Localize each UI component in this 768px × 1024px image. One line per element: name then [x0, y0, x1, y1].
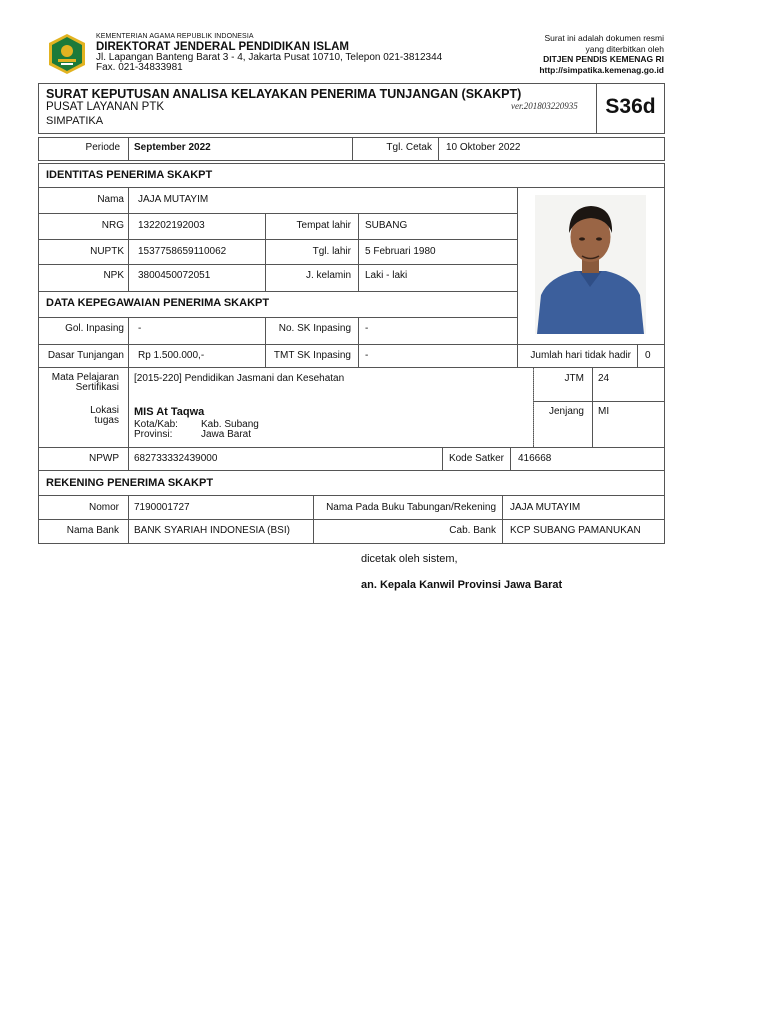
- gol-inpasing-value: -: [138, 323, 142, 334]
- nuptk-label: NUPTK: [90, 246, 124, 257]
- lokasi-tugas-label-line2: tugas: [94, 415, 119, 426]
- nama-bank-value: BANK SYARIAH INDONESIA (BSI): [134, 525, 290, 536]
- nama-value: JAJA MUTAYIM: [138, 194, 209, 205]
- mata-pelajaran-value: [2015-220] Pendidikan Jasmani dan Kesehatan: [134, 373, 345, 384]
- tgl-lahir-label: Tgl. lahir: [312, 246, 351, 257]
- dasar-tunjangan-label: Dasar Tunjangan: [47, 350, 124, 361]
- document-subtitle: PUSAT LAYANAN PTK: [46, 101, 165, 113]
- mata-pelajaran-label-line2: Sertifikasi: [75, 382, 119, 393]
- jumlah-hari-tidak-hadir-label: Jumlah hari tidak hadir: [530, 350, 631, 361]
- tgl-cetak-value: 10 Oktober 2022: [446, 142, 521, 153]
- npwp-value: 682733332439000: [134, 453, 218, 464]
- jtm-value: 24: [598, 373, 610, 384]
- dasar-tunjangan-value: Rp 1.500.000,-: [138, 350, 205, 361]
- tmt-sk-inpasing-value: -: [365, 350, 369, 361]
- identity-section-title: IDENTITAS PENERIMA SKAKPT: [46, 169, 213, 181]
- bank-section-title: REKENING PENERIMA SKAKPT: [46, 477, 214, 489]
- nrg-label: NRG: [101, 220, 124, 231]
- nama-label: Nama: [97, 194, 124, 205]
- lokasi-tugas-name: MIS At Taqwa: [134, 406, 205, 418]
- document-system: SIMPATIKA: [46, 115, 104, 127]
- jenjang-value: MI: [598, 406, 610, 417]
- lokasi-tugas-label-line1: Lokasi: [90, 405, 119, 416]
- jkelamin-value: Laki - laki: [365, 270, 408, 281]
- kode-satker-value: 416668: [518, 453, 552, 464]
- recipient-photo: [535, 195, 646, 334]
- jtm-label: JTM: [564, 373, 584, 384]
- periode-value: September 2022: [134, 142, 211, 153]
- ministry-name: KEMENTERIAN AGAMA REPUBLIK INDONESIA: [96, 33, 254, 40]
- office-fax: Fax. 021-34833981: [96, 62, 183, 73]
- gol-inpasing-label: Gol. Inpasing: [65, 323, 124, 334]
- lokasi-tugas-label: [40, 406, 119, 426]
- tempat-lahir-value: SUBANG: [365, 220, 408, 231]
- tempat-lahir-label: Tempat lahir: [296, 220, 351, 231]
- kota-label: Kota/Kab:: [134, 419, 178, 430]
- jumlah-hari-tidak-hadir-value: 0: [645, 350, 651, 361]
- npwp-label: NPWP: [89, 453, 119, 464]
- periode-label: Periode: [85, 142, 120, 153]
- signer-title: an. Kepala Kanwil Provinsi Jawa Barat: [361, 579, 563, 591]
- nomor-rekening-value: 7190001727: [134, 502, 190, 513]
- document-version: ver.201803220935: [511, 101, 578, 111]
- npk-label: NPK: [103, 270, 124, 281]
- nama-bank-label: Nama Bank: [66, 525, 119, 536]
- tgl-cetak-label: Tgl. Cetak: [386, 142, 432, 153]
- note-issuer: DITJEN PENDIS KEMENAG RI: [543, 54, 664, 64]
- nama-buku-tabungan-value: JAJA MUTAYIM: [510, 502, 581, 513]
- jenjang-label: Jenjang: [548, 406, 584, 417]
- nomor-rekening-label: Nomor: [88, 502, 119, 513]
- no-sk-inpasing-value: -: [365, 323, 369, 334]
- nuptk-value: 1537758659110062: [138, 246, 227, 257]
- nrg-value: 132202192003: [138, 220, 205, 231]
- cabang-bank-value: KCP SUBANG PAMANUKAN: [510, 525, 641, 536]
- cabang-bank-label: Cab. Bank: [449, 525, 496, 536]
- nama-buku-tabungan-label: Nama Pada Buku Tabungan/Rekening: [326, 502, 496, 513]
- document-title: SURAT KEPUTUSAN ANALISA KELAYAKAN PENERIMA TUNJANGAN (SKAKPT): [46, 87, 522, 101]
- note-line-1: Surat ini adalah dokumen resmi: [544, 33, 664, 43]
- note-line-2: yang diterbitkan oleh: [585, 43, 664, 54]
- provinsi-label: Provinsi:: [134, 429, 173, 440]
- tgl-lahir-value: 5 Februari 1980: [365, 246, 436, 257]
- npk-value: 3800450072051: [138, 270, 211, 281]
- form-code: S36d: [605, 95, 656, 118]
- kemenag-emblem-icon: [46, 33, 88, 75]
- kode-satker-label: Kode Satker: [448, 453, 504, 464]
- official-document-note: [539, 33, 664, 75]
- mata-pelajaran-label-line1: Mata Pelajaran: [51, 372, 119, 383]
- kota-value: Kab. Subang: [201, 419, 259, 430]
- jkelamin-label: J. kelamin: [305, 270, 351, 281]
- employment-section-title: DATA KEPEGAWAIAN PENERIMA SKAKPT: [46, 297, 270, 309]
- provinsi-value: Jawa Barat: [201, 429, 252, 440]
- simpatika-url[interactable]: http://simpatika.kemenag.go.id: [539, 64, 664, 75]
- office-address: Jl. Lapangan Banteng Barat 3 - 4, Jakarta Pusat 10710, Telepon 021-3812344: [96, 52, 443, 63]
- printed-by-system: dicetak oleh sistem,: [361, 553, 458, 565]
- directorate-name: DIREKTORAT JENDERAL PENDIDIKAN ISLAM: [96, 41, 350, 53]
- tmt-sk-inpasing-label: TMT SK Inpasing: [273, 350, 351, 361]
- no-sk-inpasing-label: No. SK Inpasing: [278, 323, 351, 334]
- mata-pelajaran-label: [40, 373, 119, 393]
